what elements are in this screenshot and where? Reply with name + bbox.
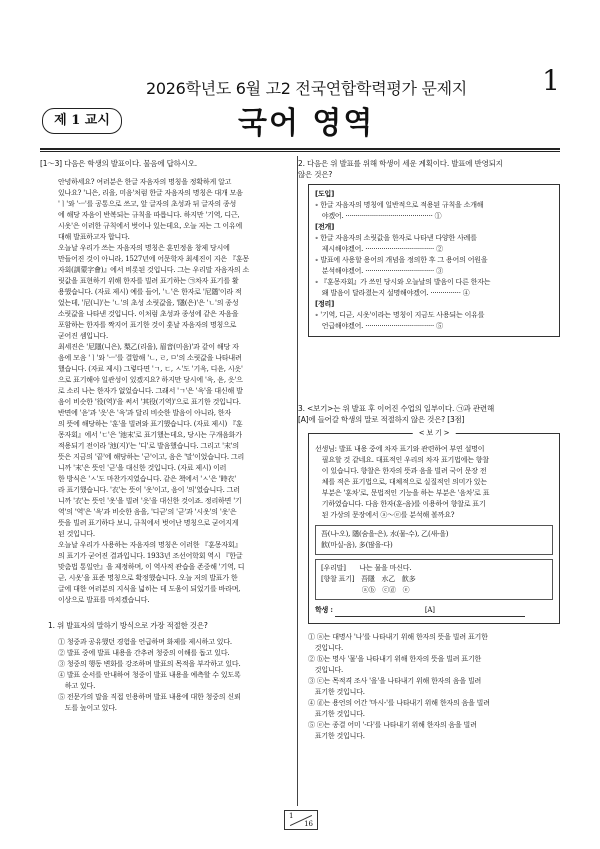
- passage-line: 라 표기했습니다. '衣'는 뜻이 '옷'이고, 음이 '의'였습니다. 그러: [58, 486, 240, 494]
- passage-line: 'ㅣ'와 'ㅡ'를 공통으로 쓰고, 앞 글자의 초성과 뒤 글자의 종성: [58, 200, 237, 208]
- question-1-option: ③ 청중의 행동 변화를 강조하며 발표의 목적을 부각하고 있다.: [58, 660, 241, 668]
- plan-dev-item: ∘ 한글 자음자의 소릿값을 한자로 나타낸 다양한 사례를: [315, 234, 477, 242]
- passage-line: 대해 발표하고자 합니다.: [58, 233, 130, 241]
- passage-line: 한 방식은 'ㅅ'도 마찬가지였습니다. 같은 책에서 'ㅅ'은 '時衣': [58, 475, 236, 483]
- question-3-option: 표기한 것입니다.: [308, 688, 365, 696]
- session-badge: 제 1 교시: [42, 108, 122, 134]
- teacher-line: 부분은 '훈차'로, 문법적인 기능을 하는 부분은 '음차'로 표: [315, 489, 490, 497]
- translation-line: [향찰 표기] 吾隱 水乙 飮多: [321, 575, 416, 583]
- page-total: 16: [304, 820, 313, 828]
- passage-line: 최세진은 '尼隱(니은), 梨乙(리을), 眉音(미음)'과 같이 해당 자: [58, 343, 239, 351]
- exam-title: 2026학년도 6월 고2 전국연합학력평가 문제지: [146, 79, 467, 98]
- question-3-option: 표기한 것입니다.: [308, 732, 365, 740]
- question-3-stem-2: [A]에 들어갈 학생의 말로 적절하지 않은 것은? [3점]: [298, 415, 465, 424]
- plan-summary-item: ∘ '기역, 디귿, 시옷'이라는 명칭이 지금도 사용되는 이유를: [315, 311, 485, 319]
- hanja-line: 吾(나-오), 隱(숨을-은), 水(물-수), 乙(새-을): [321, 530, 449, 538]
- student-line: [315, 604, 553, 617]
- passage-line: 로 소리 나는 한자가 없었습니다. 그래서 'ㄱ'은 '윽'을 대신해 발: [58, 387, 243, 395]
- teacher-line: 이 있습니다. 향찰은 한자의 뜻과 음을 빌려 국어 문장 전: [315, 467, 487, 475]
- plan-summary-item: 언급해야겠어. ·································· ⑤: [315, 322, 443, 330]
- passage-line: 오늘날 우리가 사용하는 자음자의 명칭은 이러한 『훈몽자회』: [58, 541, 242, 549]
- passage-line: 글에 대한 여러분의 지식을 넓히는 데 도움이 되었기를 바라며,: [58, 585, 241, 593]
- passage-line: 음에 모음 'ㅣ'와 'ㅡ'를 결합해 'ㄴ, ㄹ, ㅁ'의 소릿값을 나타내려: [58, 354, 242, 362]
- question-3-option: ② ⓑ는 명사 '물'을 나타내기 위해 한자의 뜻을 빌려 표기한: [308, 655, 482, 663]
- question-1-option: 하고 있다.: [58, 682, 96, 690]
- passage-line: 맞춤법 통일안』을 제정하며, 이 역사적 관습을 존중해 '기역, 디: [58, 563, 245, 571]
- translation-line: ⓐⓑ ⓒⓓ ⓔ: [321, 586, 410, 594]
- question-3-option: ⑤ ⓔ는 종결 어미 '-다'를 나타내기 위해 한자의 음을 빌려: [308, 721, 477, 729]
- question-3-option: ① ⓐ는 대명사 '나'를 나타내기 위해 한자의 뜻을 빌려 표기한: [308, 633, 488, 641]
- question-3-option: 것입니다.: [308, 666, 344, 674]
- passage-line: 자회(訓蒙字會)』에서 비롯된 것입니다. 그는 우리말 자음자의 소: [58, 266, 250, 274]
- hanja-box: [315, 525, 553, 555]
- question-1-option: ① 청중과 공유했던 경험을 언급하며 화제를 제시하고 있다.: [58, 638, 232, 646]
- passage-line: 시옷'은 이러한 규칙에서 벗어나 있는데요, 오늘 저는 그 이유에: [58, 222, 242, 230]
- question-1-option: ② 발표 중에 발표 내용을 간추려 청중의 이해를 돕고 있다.: [58, 649, 230, 657]
- passage-line: 이상으로 발표를 마치겠습니다.: [58, 596, 150, 604]
- passage-line: 음이 비슷한 '役(역)'을 써서 '其役(기역)'으로 표기한 것입니다.: [58, 398, 241, 406]
- passage-line: 니까 '衣'는 뜻인 '옷'을 빌려 '읏'을 대신한 것이죠. 정리하면 '기: [58, 497, 242, 505]
- passage-line: 있나요? '니은, 리을, 미음'처럼 한글 자음자의 명칭은 대개 모음: [58, 189, 243, 197]
- page-current: 1: [289, 812, 294, 820]
- plan-box: [308, 184, 560, 337]
- question-3-option: ③ ⓒ는 목적격 조사 '을'을 나타내기 위해 한자의 음을 빌려: [308, 677, 482, 685]
- hanja-line: 飮(마실-음), 多(많을-다): [321, 541, 393, 549]
- passage-line: 몽자회』에서 'ㄷ'은 '池末'로 표기했는데요, 당시는 구개음화가: [58, 431, 242, 439]
- question-1-stem: 1. 위 발표자의 말하기 방식으로 가장 적절한 것은?: [48, 621, 208, 630]
- passage-line: 포함하는 한자를 짝지어 표기한 것이 훗날 자음자의 명칭으로: [58, 321, 237, 329]
- passage-line: 역'의 '역'은 '윽'과 비슷한 음을, '디귿'의 '귿'과 '시옷'의 '옷'은: [58, 508, 237, 516]
- plan-dev-item: 왜 발음이 달라졌는지 설명해야겠어. ··············· ④: [315, 289, 470, 297]
- passage-line: 뜻을 빌려 표기하다 보니, 규칙에서 벗어난 명칭으로 굳어지게: [58, 519, 239, 527]
- page-number: 1: [542, 64, 560, 97]
- passage-intro: [1～3] 다음은 학생의 발표이다. 물음에 답하시오.: [40, 159, 197, 168]
- question-1-option: ④ 발표 순서를 안내하여 청중이 발표 내용을 예측할 수 있도록: [58, 671, 241, 679]
- teacher-speech: [315, 444, 553, 521]
- passage-line: 으로 표기해야 일관성이 있겠지요? 하지만 당시에 '윽, 읃, 읏'으: [58, 376, 243, 384]
- passage-line: 었는데, '尼(니)'는 'ㄴ'의 초성 소릿값을, '隱(은)'은 'ㄴ'의 종성: [58, 299, 239, 307]
- question-1-option: 도를 높이고 있다.: [58, 704, 117, 712]
- passage-line: 에 해당 자음이 반복되는 규칙을 따릅니다. 하지만 '기역, 디근,: [58, 211, 240, 219]
- translation-line: [우리말] 나는 물을 마신다.: [321, 564, 412, 572]
- question-2-stem: 2. 다음은 위 발표를 위해 학생이 세운 계획이다. 발표에 반영되지: [298, 159, 503, 168]
- question-3-stem: 3. <보기>는 위 발표 후 이어진 수업의 일부이다. ㉠과 관련해: [298, 404, 495, 413]
- passage-line: 굳어진 셈입니다.: [58, 332, 108, 340]
- plan-dev-item: 분석해야겠어. ·································· ③: [315, 267, 443, 275]
- passage-line: 했습니다. (자료 제시) 그렇다면 'ㄱ, ㄷ, ㅅ'도 '기윽, 디읃, 시읏': [58, 365, 243, 373]
- question-2-stem-2: 않은 것은?: [298, 170, 333, 179]
- passage-line: 된 것입니다.: [58, 530, 95, 538]
- plan-intro-item: ∘ 한글 자음자의 명칭에 일반적으로 적용된 규칙을 소개해: [315, 201, 484, 209]
- passage-line: 의 표기가 굳어진 결과입니다. 1933년 조선어학회 역시 『한글: [58, 552, 243, 560]
- passage-line: 반면에 '읃'과 '읏'은 '윽'과 달리 비슷한 발음이 아니라, 한자: [58, 409, 231, 417]
- subject-title: 국어 영역: [238, 106, 375, 141]
- page-counter: [284, 810, 318, 830]
- passage-line: 뜻은 지금의 '끝'에 해당하는 '귿'이고, 음은 '말'이었습니다. 그리: [58, 453, 245, 461]
- plan-dev-item: ∘ 『훈몽자회』가 쓰인 당시와 오늘날의 발음이 다른 한자는: [315, 278, 491, 286]
- question-3-option: ④ ⓓ는 용언의 어간 '마시-'를 나타내기 위해 한자의 음을 빌려: [308, 699, 490, 707]
- teacher-line: 기하였습니다. 다음 한자(훈-음)를 이용하여 향찰로 표기: [315, 500, 486, 508]
- student-label: 학생 :: [315, 605, 333, 614]
- passage-line: 용했습니다. (자료 제시) 예를 들어, 'ㄴ'은 한자로 '尼隱'이라 적: [58, 288, 242, 296]
- teacher-line: 선생님: 발표 내용 중에 차자 표기와 관련하여 부연 설명이: [315, 445, 485, 453]
- question-3-option: 것입니다.: [308, 644, 344, 652]
- passage-line: 귿, 시옷'을 표준 명칭으로 확정했습니다. 오늘 저의 발표가 한: [58, 574, 238, 582]
- teacher-line: 체를 적은 표기법으로, 대체적으로 실질적인 의미가 있는: [315, 478, 487, 486]
- header-rule: [40, 148, 560, 150]
- bogi-label: < 보 기 >: [413, 428, 456, 439]
- teacher-line: 된 가상의 문장에서 ⓐ～ⓔ를 분석해 볼까요?: [315, 511, 455, 519]
- passage-line: 소릿값을 나타낸 것입니다. 이처럼 초성과 종성에 같은 자음을: [58, 310, 239, 318]
- plan-intro-title: [도입]: [315, 190, 335, 198]
- question-3-option: 표기한 것입니다.: [308, 710, 365, 718]
- student-answer-blank: [A]: [335, 605, 525, 617]
- passage-body: [58, 177, 286, 606]
- header-rule-thin: [40, 151, 560, 152]
- translation-box: [315, 559, 553, 600]
- plan-summary-title: [정리]: [315, 300, 335, 308]
- passage-line: 만들어진 것이 아니라, 1527년에 어문학자 최세진이 지은 『훈몽: [58, 255, 249, 263]
- column-divider: [297, 156, 298, 806]
- teacher-line: 필요할 것 같네요. 대표적인 우리의 차자 표기법에는 향찰: [315, 456, 489, 464]
- question-1-options: [58, 637, 286, 714]
- passage-line: 적용되기 전이라 '池(지)'는 '디'로 발음했습니다. 그리고 '末'의: [58, 442, 239, 450]
- passage-line: 안녕하세요? 여러분은 한글 자음자의 명칭을 정확하게 알고: [58, 178, 232, 186]
- plan-intro-item: 야겠어. ··········································· ①: [315, 212, 442, 220]
- plan-dev-item: 제시해야겠어. ·································· ②: [315, 245, 443, 253]
- plan-dev-title: [전개]: [315, 223, 335, 231]
- passage-line: 의 뜻에 해당하는 '훈'을 빌려와 표기했습니다. (자료 제시) 『훈: [58, 420, 243, 428]
- passage-line: 릿값을 표현하기 위해 한자를 빌려 표기하는 ㉠차자 표기를 활: [58, 277, 239, 285]
- right-column: [298, 158, 560, 742]
- question-1-option: ⑤ 전문가의 말을 직접 인용하며 발표 내용에 대한 청중의 신뢰: [58, 693, 241, 701]
- left-column: [40, 158, 286, 714]
- question-3-options: [308, 632, 560, 742]
- plan-dev-item: ∘ 발표에 사용할 용어의 개념을 정의한 후 그 용어의 어원을: [315, 256, 488, 264]
- passage-line: 니까 '末'은 뜻인 '귿'을 대신한 것입니다. (자료 제시) 이러: [58, 464, 227, 472]
- passage-line: 오늘날 우리가 쓰는 자음자의 명칭은 훈민정음 창제 당시에: [58, 244, 230, 252]
- bogi-box: [308, 429, 560, 624]
